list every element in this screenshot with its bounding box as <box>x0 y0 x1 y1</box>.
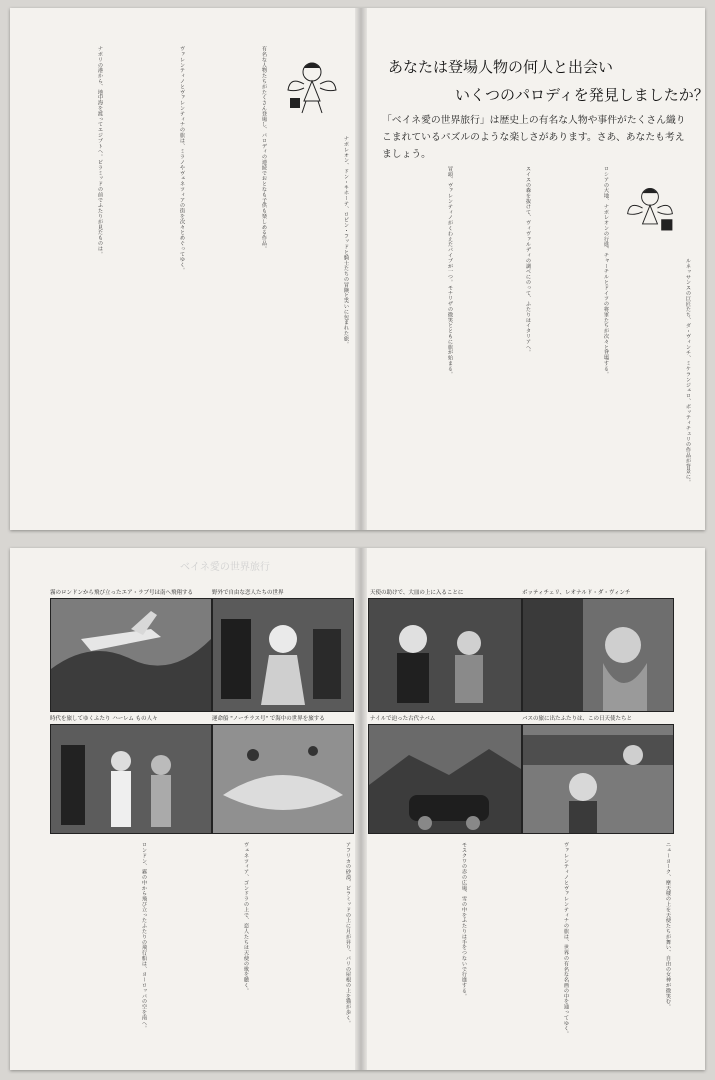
text-column <box>612 166 613 167</box>
film-still <box>50 598 212 712</box>
film-still <box>368 598 522 712</box>
still-caption: 運命船 "ノーチラス号" で海中の世界を旅する <box>212 716 325 722</box>
film-still <box>522 598 674 712</box>
still-caption: 野外で自由な恋人たちの世界 <box>212 590 284 596</box>
text-column: ロシアの大地、ナポレオンの行進、チャーチルとドイツの将軍たちが次々と登場する。 <box>603 166 609 377</box>
page-gutter <box>355 548 367 1070</box>
text-column <box>188 46 189 47</box>
text-column: ヴァレンティノとヴァレンティナの旅は、ミラノやヴェネツィアの街を次々とめぐってゆく。 <box>179 46 185 273</box>
text-column: スイスの森を抜けて、ヴィヴァルディの調べにのって、ふたりはイタリアへ。 <box>525 166 531 355</box>
text-column: ヴァレンティノとヴァレンティナの旅は、世界の有名な名画の中を通ってゆく。 <box>563 842 569 1037</box>
faded-title: ベイネ愛の世界旅行 <box>180 562 270 573</box>
film-still <box>212 724 354 834</box>
text-column: アフリカの砂漠、ピラミッドの上に月が昇り、パリの屋根の上を猫が歩く。 <box>345 842 351 1026</box>
still-caption: ボッティチェリ、レオナルド・ダ・ヴィンチ <box>522 590 631 596</box>
still-caption: バスの旅に出たふたりは、この日天使たちと <box>522 716 633 722</box>
text-column: ナポリの港から、地中海を渡ってエジプトへ。ピラミッドの前でふたりが見たものは。 <box>97 46 103 257</box>
text-column <box>534 166 535 167</box>
still-caption: 霧のロンドンから飛び立ったエア・ラブ号は南へ飛翔する <box>50 590 194 596</box>
still-caption: 時代を旅してゆくふたり ハーレム もの人々 <box>50 716 158 722</box>
booklet-spread-top <box>10 8 709 530</box>
text-column: ルネッサンスの巨匠たち、ダ・ヴィンチ、ミケランジェロ、ボッティチェリの作品が背景に。 <box>685 258 691 485</box>
angel-illustration <box>282 50 342 120</box>
film-still <box>212 598 354 712</box>
text-column: 冒頭、ヴァレンティノがくわえたパイプが一つ。モナリザの微笑とともに旅が始まる。 <box>447 166 453 377</box>
film-still <box>522 724 674 834</box>
text-column: ナポレオン、ドン・キホーテ、ロビン・フッドと騎士たちの冒険と笑いに包まれた旅。 <box>343 136 349 347</box>
text-column: ヴェネツィア、ゴンドラの上で、恋人たちは天使の歌を聴く。 <box>243 842 249 994</box>
booklet-spread-bottom <box>10 548 705 1070</box>
angel-illustration <box>622 176 678 242</box>
text-column: ニューヨーク、摩天楼の上を天使たちが舞い、自由の女神が微笑む。 <box>665 842 671 1010</box>
still-caption: ナイルで迫った古代ナバム <box>370 716 436 722</box>
text-column: モスクワの赤の広場、雪の中をふたりは手をつないで行進する。 <box>461 842 467 999</box>
film-still <box>368 724 522 834</box>
text-column: 有名な人物たちがたくさん登場し、パロディの連続でおとなも子供も楽しめる作品。 <box>261 46 267 252</box>
page-gutter <box>355 8 367 530</box>
intro-paragraph: 「ベイネ愛の世界旅行」は歴史上の有名な人物や事件がたくさん織りこまれているパズルのような楽しさがあります。さあ、あなたも考えましょう。 <box>382 115 686 160</box>
page-heading-line1: あなたは登場人物の何人と出会い <box>388 58 614 76</box>
page-heading-line2: いくつのパロディを発見しましたか？ <box>455 86 709 104</box>
film-still <box>50 724 212 834</box>
still-caption: 天使の助けで、大皿の上に入ることに <box>370 590 464 596</box>
text-column <box>270 46 271 47</box>
text-column: ロンドン、霧の中から飛び立ったふたりの飛行船は、ヨーロッパの空を南へ。 <box>141 842 147 1031</box>
